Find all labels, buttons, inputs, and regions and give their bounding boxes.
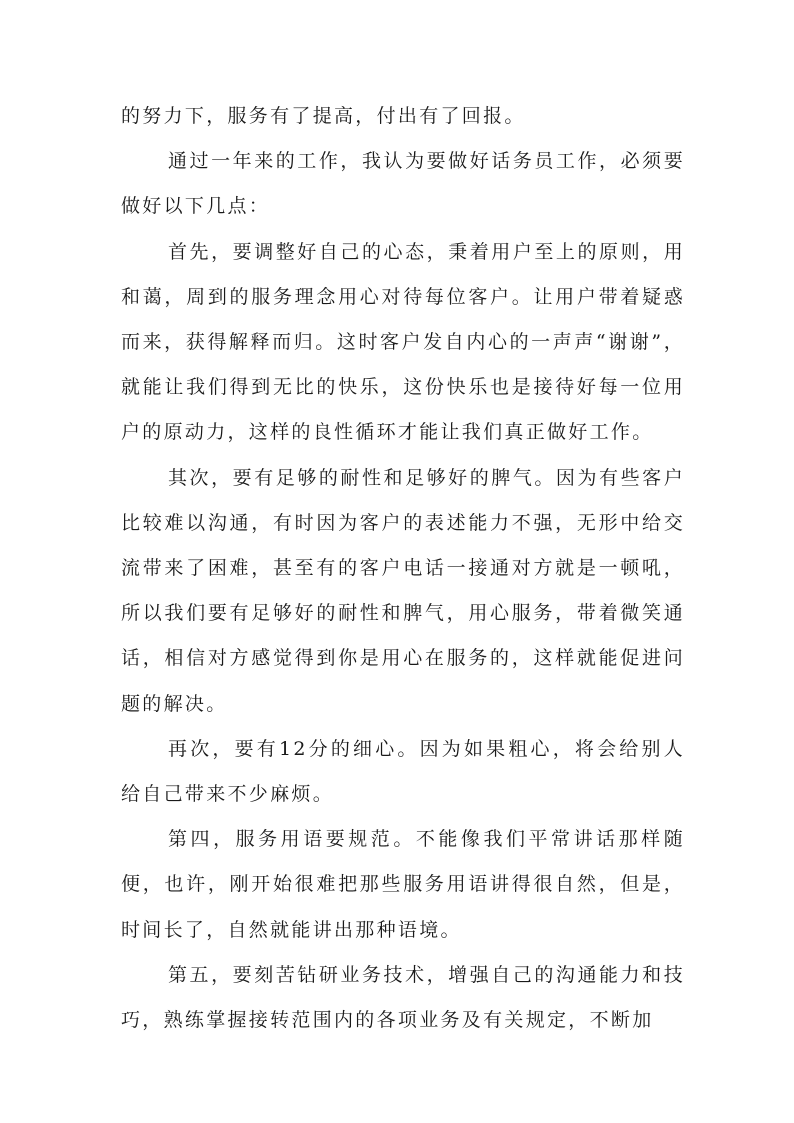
paragraph-2: 通过一年来的工作，我认为要做好话务员工作，必须要做好以下几点：	[121, 150, 685, 218]
paragraph-3: 首先，要调整好自己的心态，秉着用户至上的原则，用和蔼，周到的服务理念用心对待每位客户。让用户带着疑惑而来，获得解释而归。这时客户发自内心的一声声“谢谢”，就能让我们得到无比的快乐，这份快乐也是接待好每一位用户的原动力，这样的良性循环才能让我们真正做好工作。	[121, 240, 685, 444]
paragraph-5: 再次，要有12分的细心。因为如果粗心，将会给别人给自己带来不少麻烦。	[121, 737, 685, 806]
paragraph-1: 的努力下，服务有了提高，付出有了回报。	[121, 105, 526, 127]
paragraph-6: 第四，服务用语要规范。不能像我们平常讲话那样随便，也许，刚开始很难把那些服务用语讲得很自然，但是，时间长了，自然就能讲出那种语境。	[121, 828, 685, 941]
paragraph-7: 第五，要刻苦钻研业务技术，增强自己的沟通能力和技巧，熟练掌握接转范围内的各项业务及有关规定，不断加	[121, 963, 685, 1032]
paragraph-4: 其次，要有足够的耐性和足够好的脾气。因为有些客户比较难以沟通，有时因为客户的表述能力不强，无形中给交流带来了困难，甚至有的客户电话一接通对方就是一顿吼，所以我们要有足够好的耐性和脾气，用心服务，带着微笑通话，相信对方感觉得到你是用心在服务的，这样就能促进问题的解决。	[121, 466, 685, 715]
document-body	[121, 94, 685, 1043]
